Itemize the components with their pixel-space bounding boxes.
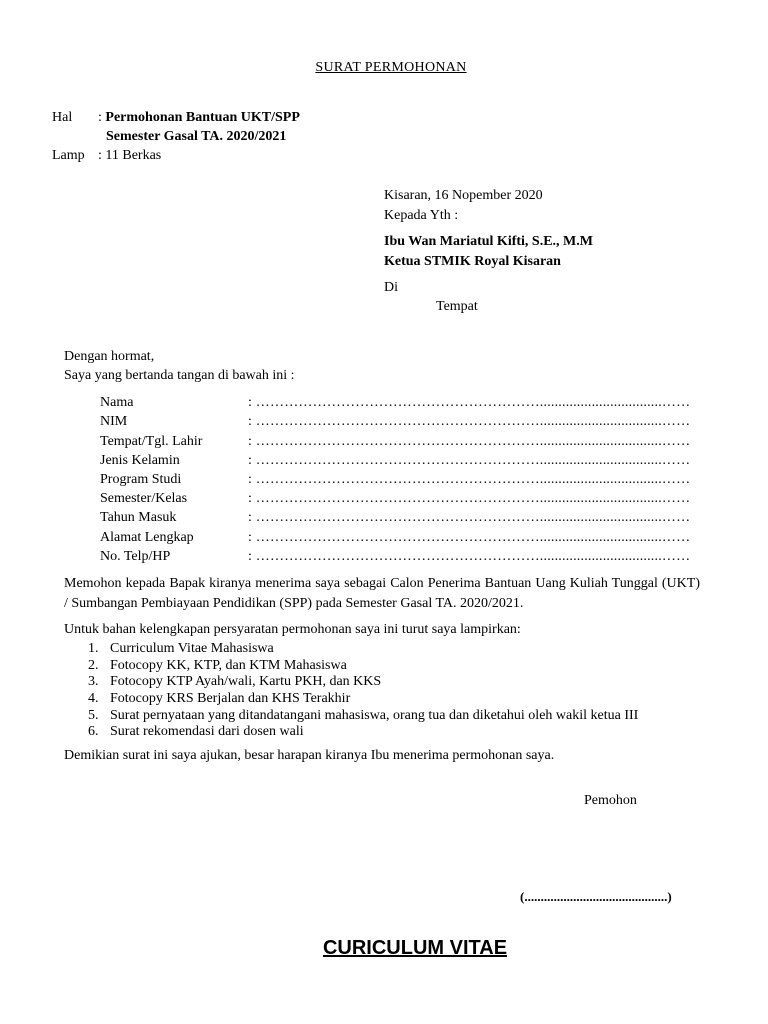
attachment-count-value: 11 Berkas bbox=[105, 148, 162, 163]
form-label-nim: NIM bbox=[100, 414, 128, 429]
intro-line: Saya yang bertanda tangan di bawah ini : bbox=[64, 368, 295, 383]
form-blank-phone: : …………………………………………………….................................…… bbox=[248, 549, 691, 564]
form-blank-semester: : …………………………………………………….................................…… bbox=[248, 491, 691, 506]
closing-line: Demikian surat ini saya ajukan, besar harapan kiranya Ibu menerima permohonan saya. bbox=[64, 748, 555, 763]
recipient-name: Ibu Wan Mariatul Kifti, S.E., M.M bbox=[384, 234, 593, 249]
list-item: 3. Fotocopy KTP Ayah/wali, Kartu PKH, dan KKS bbox=[88, 674, 382, 689]
subject-row: Hal : Permohonan Bantuan UKT/SPP bbox=[52, 110, 300, 125]
subject-line-2: Semester Gasal TA. 2020/2021 bbox=[106, 129, 287, 144]
form-blank-address: : …………………………………………………….................................…… bbox=[248, 530, 691, 545]
attachment-count-label: Lamp bbox=[52, 148, 85, 163]
form-label-semester: Semester/Kelas bbox=[100, 491, 188, 506]
form-label-program: Program Studi bbox=[100, 472, 182, 487]
recipient-salutation: Kepada Yth : bbox=[384, 208, 459, 223]
form-label-phone: No. Telp/HP bbox=[100, 549, 171, 564]
form-blank-gender: : …………………………………………………….................................…… bbox=[248, 453, 691, 468]
list-item: 1. Curriculum Vitae Mahasiswa bbox=[88, 641, 274, 656]
list-item: 6. Surat rekomendasi dari dosen wali bbox=[88, 724, 304, 739]
form-blank-nim: : …………………………………………………….................................…… bbox=[248, 414, 691, 429]
attachments-intro: Untuk bahan kelengkapan persyaratan permohonan saya ini turut saya lampirkan: bbox=[64, 622, 521, 637]
form-blank-year: : …………………………………………………….................................…… bbox=[248, 510, 691, 525]
attachment-count-row: Lamp : 11 Berkas bbox=[52, 148, 162, 163]
form-label-gender: Jenis Kelamin bbox=[100, 453, 180, 468]
form-blank-birth: : …………………………………………………….................................…… bbox=[248, 434, 691, 449]
form-blank-nama: : …………………………………………………….................................…… bbox=[248, 395, 691, 410]
subject-line-1: Permohonan Bantuan UKT/SPP bbox=[105, 110, 300, 125]
list-item: 4. Fotocopy KRS Berjalan dan KHS Terakhir bbox=[88, 691, 351, 706]
subject-label: Hal bbox=[52, 110, 73, 125]
form-label-address: Alamat Lengkap bbox=[100, 530, 194, 545]
form-blank-program: : …………………………………………………….................................…… bbox=[248, 472, 691, 487]
request-paragraph: Memohon kepada Bapak kiranya menerima saya sebagai Calon Penerima Bantuan Uang Kuliah Tunggal (UKT) / Sumbangan Pembiayaan Pendidikan (SPP) pada Semester Gasal TA. 2020/2021. bbox=[64, 576, 700, 611]
form-label-nama: Nama bbox=[100, 395, 134, 410]
place-date: Kisaran, 16 Nopember 2020 bbox=[384, 188, 543, 203]
recipient-position: Ketua STMIK Royal Kisaran bbox=[384, 254, 561, 269]
greeting: Dengan hormat, bbox=[64, 349, 155, 364]
form-label-birth: Tempat/Tgl. Lahir bbox=[100, 434, 203, 449]
signature-label: Pemohon bbox=[584, 793, 637, 808]
form-label-year: Tahun Masuk bbox=[100, 510, 177, 525]
recipient-di: Di bbox=[384, 280, 398, 295]
list-item: 2. Fotocopy KK, KTP, dan KTM Mahasiswa bbox=[88, 658, 347, 673]
recipient-place: Tempat bbox=[436, 299, 478, 314]
cv-heading: CURICULUM VITAE bbox=[322, 937, 508, 959]
list-item: 5. Surat pernyataan yang ditandatangani mahasiswa, orang tua dan diketahui oleh wakil ketua III bbox=[88, 708, 639, 723]
letter-title: SURAT PERMOHONAN bbox=[315, 60, 467, 75]
signature-line: (............................................) bbox=[520, 889, 672, 904]
